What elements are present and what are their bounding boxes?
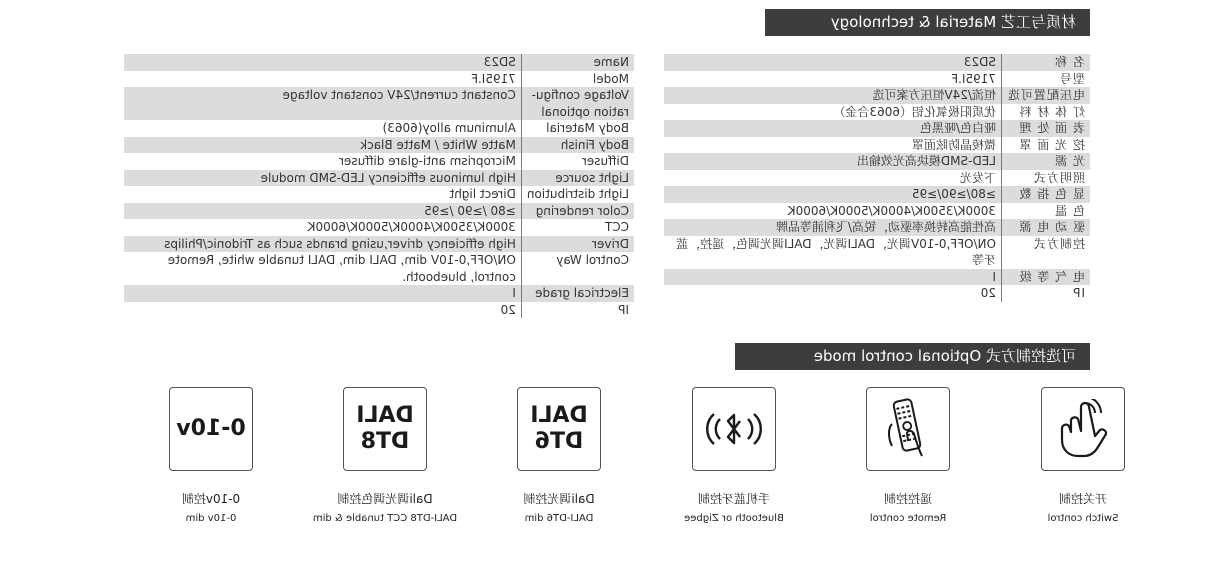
spec-value: 3000K/3500K/4000K/5000K/6000K	[307, 220, 516, 234]
spec-key: Model	[521, 71, 634, 88]
table-row	[124, 302, 634, 319]
spec-value: Matte White / Matte Black	[124, 137, 521, 154]
spec-key: Electrical grade	[521, 285, 634, 302]
control-label-cn: 手机蓝牙控制	[698, 492, 771, 506]
spec-value: 优质阳极氧化铝（6063合金）	[833, 104, 996, 119]
spec-key: Light distribution	[521, 186, 634, 203]
table-row	[124, 153, 634, 170]
spec-key: 型号	[1001, 71, 1090, 88]
table-row	[124, 54, 634, 71]
table-row	[124, 203, 634, 220]
spec-key: Body Finish	[521, 137, 634, 154]
dali-dt8-box	[343, 387, 427, 471]
spec-value: SD23	[124, 54, 521, 71]
spec-key: 电压配置可选	[1001, 87, 1090, 104]
table-row	[664, 54, 1090, 71]
control-mode-switch	[1008, 387, 1158, 524]
spec-value: ≥80 /≥90 /≥95	[124, 203, 521, 220]
spec-value: 20	[500, 302, 516, 317]
spec-value: ON/OFF,0-10V dim, DALI dim, DALI tunable white, Remote control, bluebooth.	[167, 253, 516, 284]
table-row	[124, 285, 634, 302]
control-title: 可选控制方式 Optional control mode	[813, 347, 1076, 365]
dali-dt8-line2: DT8	[360, 429, 410, 454]
spec-key: Control Way	[521, 252, 634, 285]
spec-key: IP	[1001, 285, 1090, 302]
control-mode-dali-dt6	[484, 387, 634, 524]
spec-key: 挖 光 面 罩	[1001, 137, 1090, 154]
control-mode-remote	[833, 387, 983, 524]
spec-value: 3000K/3500K/4000K/5000K/6000K	[787, 203, 996, 218]
spec-value: ≥80/≥90/≥95	[664, 186, 1001, 203]
table-row	[664, 269, 1090, 286]
table-row	[124, 137, 634, 154]
bluetooth-icon	[702, 409, 766, 449]
table-row	[124, 236, 634, 253]
table-row	[664, 104, 1090, 121]
spec-key: Diffuser	[521, 153, 634, 170]
table-row	[664, 285, 1090, 302]
spec-value: Direct light	[449, 187, 516, 201]
spec-value: SD23	[664, 54, 1001, 71]
spec-value: I	[664, 269, 1001, 286]
0-10v-box	[169, 387, 253, 471]
spec-value: 恒流/24V恒压方案可选	[664, 87, 1001, 104]
dali-dt6-line1: DALI	[530, 403, 588, 428]
spec-value: Constant current/24V constant voltage	[124, 87, 521, 120]
spec-value: 微棱晶防眩面罩	[911, 137, 996, 152]
table-row	[664, 71, 1090, 88]
table-row	[124, 219, 634, 236]
table-row	[664, 87, 1090, 104]
control-label-cn: 0-10v控制	[181, 492, 241, 506]
0-10v-text: 0-10v	[176, 416, 246, 441]
control-label-cn: 开关控制	[1059, 492, 1108, 506]
spec-key: Driver	[521, 236, 634, 253]
spec-value: High efficiency driver,using brands such as Tridonic/Philips	[124, 236, 521, 253]
table-row	[664, 236, 1090, 269]
control-mode-0-10v	[136, 387, 286, 524]
hand-pointer-icon	[1055, 399, 1111, 459]
control-mode-dali-dt8	[310, 387, 460, 524]
table-row	[664, 153, 1090, 170]
dali-dt8-text	[356, 403, 414, 455]
control-label-en: Bluetooth or Zigbee	[684, 513, 784, 524]
spec-key: 驱 动 电 源	[1001, 219, 1090, 236]
spec-key: Name	[521, 54, 634, 71]
spec-key: 色 温	[1001, 203, 1090, 220]
table-row	[124, 71, 634, 88]
spec-key: Voltage configu-ration optional	[521, 87, 634, 120]
table-row	[664, 137, 1090, 154]
spec-value: 下发光	[959, 170, 996, 185]
table-row	[124, 252, 634, 285]
spec-key: 控制方式	[1001, 236, 1090, 269]
spec-table-cn	[664, 54, 1090, 302]
control-label-cn: Dali调光调色控制	[337, 492, 433, 506]
spec-value: 7195I.F	[471, 71, 516, 86]
spec-value: ON/OFF,0-10V调光，DALI调光，DALI调光调色，遥控，蓝牙等	[676, 236, 996, 267]
control-label-en: Switch control	[1047, 513, 1119, 524]
spec-value: 20	[980, 286, 996, 300]
table-row	[124, 170, 634, 187]
remote-control-box	[866, 387, 950, 471]
spec-value: 高性能高转换率驱动，锐高/飞利浦等品牌	[664, 219, 1001, 236]
remote-control-icon	[880, 396, 936, 462]
dali-dt6-text	[530, 403, 588, 455]
spec-key: Color rendering	[521, 203, 634, 220]
control-label-en: DALI-DT8 CCT tunable & dim	[312, 513, 458, 524]
table-row	[664, 203, 1090, 220]
table-row	[124, 120, 634, 137]
spec-value: Aluminum alloy(6063)	[382, 121, 516, 135]
bluetooth-box	[692, 387, 776, 471]
spec-value: 哑白色/哑黑色	[664, 120, 1001, 137]
table-row	[124, 87, 634, 120]
spec-key: 显 色 指 数	[1001, 186, 1090, 203]
control-label-en: DALI-DT6 dim	[524, 513, 594, 524]
table-row	[124, 186, 634, 203]
control-label-cn: 遥控控制	[884, 492, 933, 506]
spec-key: CCT	[521, 219, 634, 236]
control-label-cn: Dali调光控制	[523, 492, 595, 506]
spec-value: 7195I.F	[951, 71, 996, 86]
spec-table-en	[124, 54, 634, 318]
spec-key: 照明方式	[1001, 170, 1090, 187]
spec-key: 电 气 等 级	[1001, 269, 1090, 286]
spec-value: Microprism anti-glare diffuser	[339, 154, 516, 168]
dali-dt6-line2: DT6	[534, 429, 584, 454]
spec-key: 名 称	[1001, 54, 1090, 71]
spec-key: Body Material	[521, 120, 634, 137]
material-title: 材质与工艺 Material & technology	[830, 13, 1076, 31]
table-row	[664, 186, 1090, 203]
spec-key: 灯 体 材 料	[1001, 104, 1090, 121]
control-mode-bluetooth	[659, 387, 809, 524]
dali-dt8-line1: DALI	[356, 403, 414, 428]
spec-key: 光 源	[1001, 153, 1090, 170]
spec-value: LED-SMD模块高光效输出	[664, 153, 1001, 170]
control-label-en: 0-10v dim	[185, 513, 237, 524]
spec-value: I	[124, 285, 521, 302]
dali-dt6-box	[517, 387, 601, 471]
material-title-banner	[765, 9, 1090, 36]
table-row	[664, 120, 1090, 137]
switch-control-box	[1041, 387, 1125, 471]
table-row	[664, 219, 1090, 236]
control-label-en: Remote control	[869, 513, 947, 524]
spec-key: Light source	[521, 170, 634, 187]
spec-key: 表 面 处 理	[1001, 120, 1090, 137]
table-row	[664, 170, 1090, 187]
spec-value: High luminous efficiency LED-SMD module	[124, 170, 521, 187]
control-title-banner	[735, 343, 1090, 370]
spec-key: IP	[521, 302, 634, 319]
